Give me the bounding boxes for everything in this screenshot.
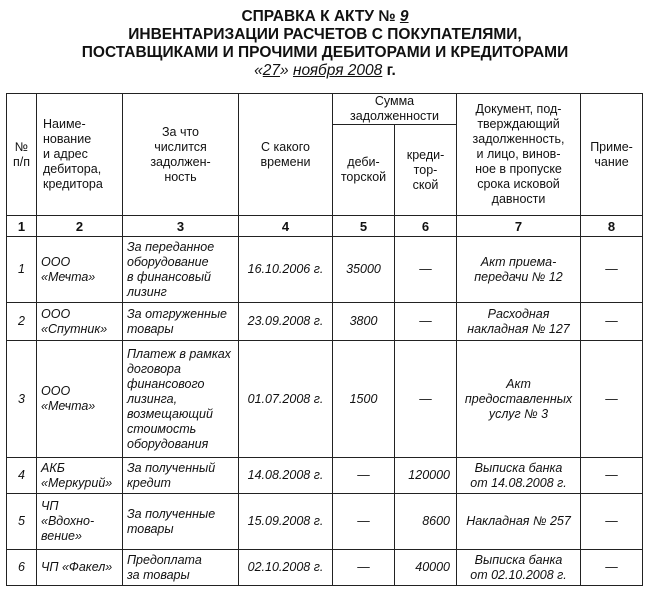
cell-debtor: ООО «Мечта»: [37, 341, 123, 458]
cell-reason: За полученные товары: [123, 494, 239, 550]
cell-document: Акт приема- передачи № 12: [457, 237, 581, 303]
cell-reason: Предоплата за товары: [123, 550, 239, 586]
cell-num: 2: [7, 303, 37, 341]
inventory-table: [6, 93, 643, 586]
table-row: [7, 494, 643, 550]
col-header-num: № п/п: [7, 94, 37, 216]
cell-debtor: ООО «Мечта»: [37, 237, 123, 303]
cell-note: —: [581, 341, 643, 458]
heading-line-3: ПОСТАВЩИКАМИ И ПРОЧИМИ ДЕБИТОРАМИ И КРЕДИТОРАМИ: [81, 44, 569, 61]
col-header-note: Приме- чание: [581, 94, 643, 216]
cell-debtor: АКБ «Меркурий»: [37, 458, 123, 494]
col-header-debtor: Наиме- нование и адрес дебитора, кредитора: [37, 94, 123, 216]
cell-date: 15.09.2008 г.: [239, 494, 333, 550]
column-number: 6: [395, 216, 457, 237]
column-number-row: [7, 216, 643, 237]
cell-document: Выписка банка от 02.10.2008 г.: [457, 550, 581, 586]
cell-reason: Платеж в рамках договора финансового лизинга, возмещающий стоимость оборудования: [123, 341, 239, 458]
cell-document: Накладная № 257: [457, 494, 581, 550]
column-number: 4: [239, 216, 333, 237]
column-number: 1: [7, 216, 37, 237]
cell-debit: —: [333, 494, 395, 550]
date-month-year: ноября 2008: [292, 62, 383, 79]
cell-note: —: [581, 458, 643, 494]
document-heading: [0, 8, 650, 80]
heading-date: «27» ноября 2008 г.: [254, 62, 396, 79]
cell-debit: 1500: [333, 341, 395, 458]
cell-credit: —: [395, 237, 457, 303]
cell-credit: —: [395, 341, 457, 458]
cell-debit: —: [333, 458, 395, 494]
heading-line-1: СПРАВКА К АКТУ № 9: [241, 8, 409, 25]
col-header-credit: креди- тор- ской: [395, 125, 457, 216]
cell-date: 14.08.2008 г.: [239, 458, 333, 494]
cell-reason: За переданное оборудование в финансовый лизинг: [123, 237, 239, 303]
cell-note: —: [581, 550, 643, 586]
cell-note: —: [581, 494, 643, 550]
table-row: [7, 303, 643, 341]
column-number: 2: [37, 216, 123, 237]
cell-date: 16.10.2006 г.: [239, 237, 333, 303]
table-row: [7, 237, 643, 303]
table-row: [7, 458, 643, 494]
cell-debit: 35000: [333, 237, 395, 303]
cell-num: 6: [7, 550, 37, 586]
header-row-1: [7, 94, 643, 125]
cell-document: Выписка банка от 14.08.2008 г.: [457, 458, 581, 494]
col-header-document: Документ, под- тверждающий задолженность, и лицо, винов- ное в пропуске срока исковой давности: [457, 94, 581, 216]
cell-num: 4: [7, 458, 37, 494]
col-header-debt-sum: Сумма задолженности: [333, 94, 457, 125]
col-header-since: С какого времени: [239, 94, 333, 216]
cell-debit: 3800: [333, 303, 395, 341]
column-number: 8: [581, 216, 643, 237]
column-number: 3: [123, 216, 239, 237]
cell-num: 3: [7, 341, 37, 458]
cell-date: 01.07.2008 г.: [239, 341, 333, 458]
cell-debtor: ЧП «Факел»: [37, 550, 123, 586]
cell-num: 5: [7, 494, 37, 550]
cell-document: Акт предоставленных услуг № 3: [457, 341, 581, 458]
column-number: 5: [333, 216, 395, 237]
heading-line-2: ИНВЕНТАРИЗАЦИИ РАСЧЕТОВ С ПОКУПАТЕЛЯМИ,: [128, 26, 522, 43]
table-row: [7, 550, 643, 586]
col-header-reason: За что числится задолжен- ность: [123, 94, 239, 216]
cell-note: —: [581, 303, 643, 341]
cell-date: 23.09.2008 г.: [239, 303, 333, 341]
cell-credit: 8600: [395, 494, 457, 550]
col-header-debit: деби- торской: [333, 125, 395, 216]
cell-date: 02.10.2008 г.: [239, 550, 333, 586]
column-number: 7: [457, 216, 581, 237]
act-number: 9: [399, 8, 409, 25]
cell-debtor: ЧП «Вдохно- вение»: [37, 494, 123, 550]
cell-reason: За полученный кредит: [123, 458, 239, 494]
cell-num: 1: [7, 237, 37, 303]
cell-credit: 120000: [395, 458, 457, 494]
cell-note: —: [581, 237, 643, 303]
table-row: [7, 341, 643, 458]
date-day: 27: [262, 62, 281, 79]
cell-credit: —: [395, 303, 457, 341]
cell-debtor: ООО «Спутник»: [37, 303, 123, 341]
cell-debit: —: [333, 550, 395, 586]
cell-credit: 40000: [395, 550, 457, 586]
cell-document: Расходная накладная № 127: [457, 303, 581, 341]
cell-reason: За отгруженные товары: [123, 303, 239, 341]
